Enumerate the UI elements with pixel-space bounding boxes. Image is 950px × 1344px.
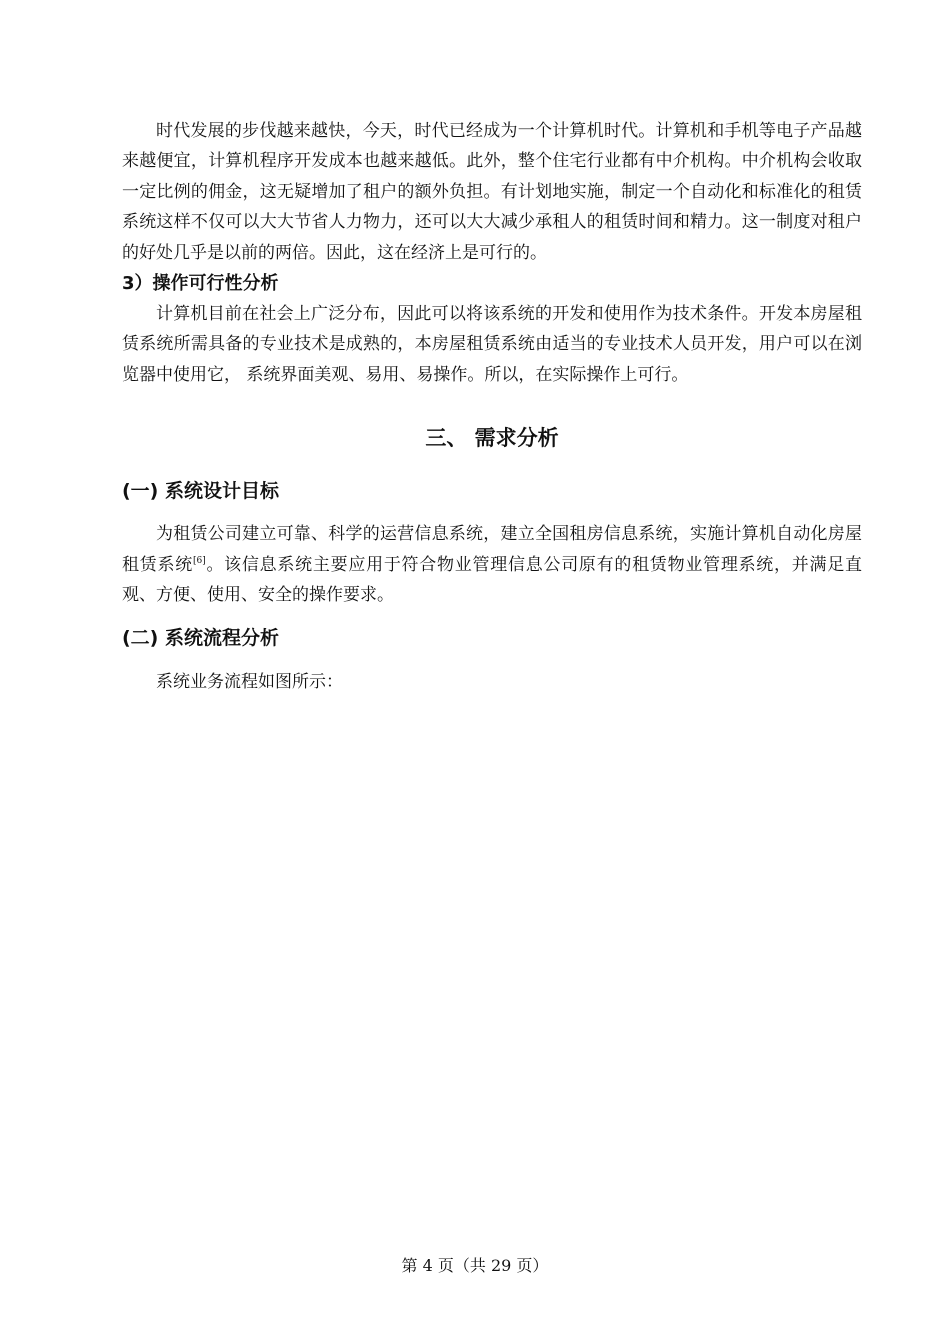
design-goals-paragraph bbox=[122, 519, 862, 610]
operational-feasibility-paragraph: 计算机目前在社会上广泛分布，因此可以将该系统的开发和使用作为技术条件。开发本房屋租赁系统所需具备的专业技术是成熟的，本房屋租赁系统由适当的专业技术人员开发，用户可以在浏览器中使用它， 系统界面美观、易用、易操作。所以，在实际操作上可行。 bbox=[122, 304, 862, 385]
citation-reference: [6] bbox=[192, 555, 206, 566]
process-analysis-paragraph: 系统业务流程如图所示： bbox=[156, 672, 343, 693]
chapter-heading: 三、 需求分析 bbox=[425, 426, 559, 451]
page-number-footer: 第 4 页（共 29 页） bbox=[401, 1256, 549, 1275]
page-body bbox=[122, 116, 862, 698]
design-goals-text-part2: 。该信息系统主要应用于符合物业管理信息公司原有的租赁物业管理系统，并满足直观、方便、使用、安全的操作要求。 bbox=[122, 554, 863, 606]
section-design-goals-heading: (一) 系统设计目标 bbox=[122, 480, 279, 503]
operational-feasibility-heading: 3）操作可行性分析 bbox=[122, 273, 279, 295]
section-process-analysis-heading: (二) 系统流程分析 bbox=[122, 627, 279, 650]
economic-feasibility-paragraph: 时代发展的步伐越来越快，今天，时代已经成为一个计算机时代。计算机和手机等电子产品越来越便宜，计算机程序开发成本也越来越低。此外，整个住宅行业都有中介机构。中介机构会收取一定比例的佣金，这无疑增加了租户的额外负担。有计划地实施，制定一个自动化和标准化的租赁系统这样不仅可以大大节省人力物力，还可以大大减少承租人的租赁时间和精力。这一制度对租户的好处几乎是以前的两倍。因此，这在经济上是可行的。 bbox=[122, 121, 862, 263]
design-goals-text-part1: 为租赁公司建立可靠、科学的运营信息系统，建立全国租房信息系统，实施计算机自动化房屋租赁系统 bbox=[122, 524, 862, 575]
